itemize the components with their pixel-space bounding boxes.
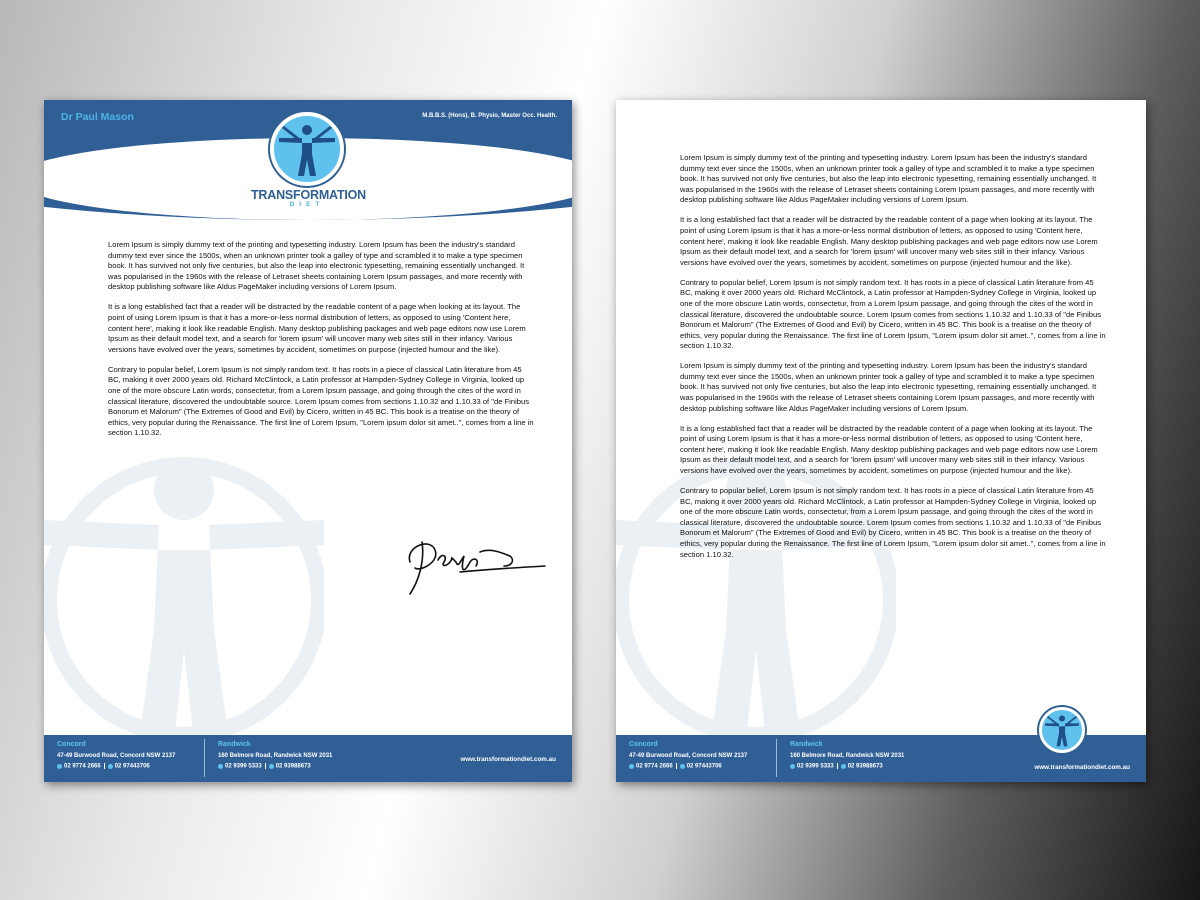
phone-number: 02 9399 5333 (797, 763, 834, 770)
footer-location-randwick (790, 741, 904, 770)
footer (44, 735, 572, 782)
phone-number: 02 9399 5333 (225, 763, 262, 770)
location-address: 160 Belmore Road, Randwick NSW 2031 (218, 753, 333, 759)
phone-number: 02 93988673 (275, 763, 311, 770)
separator (104, 763, 105, 769)
phone-number: 02 97443706 (114, 763, 150, 770)
paragraph: Lorem Ipsum is simply dummy text of the printing and typesetting industry. Lorem Ipsum has been the industry's standard dummy text ever since the 1500s, when an unknown printer took a galley of type and scrambled it to make a type specimen book. It has survived not only five centuries, but also the leap into electronic typesetting, remaining essentially unchanged. It was popularised in the 1960s with the release of Letraset sheets containing Lorem Ipsum passages, and more recently with desktop publishing software like Aldus PageMaker including versions of Lorem Ipsum. (680, 361, 1097, 413)
footer-location-randwick (218, 741, 332, 770)
location-title: Randwick (218, 741, 251, 748)
separator (265, 763, 266, 769)
footer-location-concord (57, 741, 175, 770)
paragraph: It is a long established fact that a reader will be distracted by the readable content of a page when looking at its layout. The point of using Lorem Ipsum is that it has a more-or-less normal distribution of letters, as opposed to using 'Content here, content here', making it look like readable English. Many desktop publishing packages and web page editors now use Lorem Ipsum as their default model text, and a search for 'lorem ipsum' will uncover many web sites still in their infancy. Various versions have evolved over the years, sometimes by accident, sometimes on purpose (injected humour and the like). (108, 302, 526, 354)
location-phones (790, 763, 904, 770)
signature-icon (400, 522, 548, 598)
paragraph: Lorem Ipsum is simply dummy text of the printing and typesetting industry. Lorem Ipsum has been the industry's standard dummy text ever since the 1500s, when an unknown printer took a galley of type and scrambled it to make a type specimen book. It has survived not only five centuries, but also the leap into electronic typesetting, remaining essentially unchanged. It was popularised in the 1960s with the release of Letraset sheets containing Lorem Ipsum passages, and more recently with desktop publishing software like Aldus PageMaker including versions of Lorem Ipsum. (108, 240, 525, 292)
separator (676, 763, 677, 769)
letterhead-page-2 (616, 100, 1146, 782)
footer-divider (204, 739, 205, 777)
website-link[interactable]: www.transformationdiet.com.au (1034, 764, 1130, 771)
paragraph: It is a long established fact that a reader will be distracted by the readable content of a page when looking at its layout. The point of using Lorem Ipsum is that it has a more-or-less normal distribution of letters, as opposed to using 'Content here, content here', making it look like readable English. Many desktop publishing packages and web page editors now use Lorem Ipsum as their default model text, and a search for 'lorem ipsum' will uncover many web sites still in their infancy. Various versions have evolved over the years, sometimes by accident, sometimes on purpose (injected humour and the like). (680, 423, 1098, 475)
vitruvian-man-logo-icon (1039, 707, 1085, 753)
brand-logo (251, 112, 367, 212)
phone-icon (680, 764, 685, 769)
phone-number: 02 9774 2666 (636, 763, 673, 770)
brand-name: TRANSFORMATION (251, 188, 367, 202)
phone-icon (57, 764, 62, 769)
qualifications: M.B.B.S. (Hons), B. Physio, Master Occ. Health. (422, 113, 557, 119)
location-phones (218, 763, 332, 770)
paragraph: Contrary to popular belief, Lorem Ipsum is not simply random text. It has roots in a piece of classical Latin literature from 45 BC, making it over 2000 years old. Richard McClintock, a Latin professor at Hampden-Sydney College in Virginia, looked up one of the more obscure Latin words, consectetur, from a Lorem Ipsum passage, and going through the cites of the word in classical literature, discovered the undoubtable source. Lorem Ipsum comes from sections 1.10.32 and 1.10.33 of "de Finibus Bonorum et Malorum" (The Extremes of Good and Evil) by Cicero, written in 45 BC. This book is a treatise on the theory of ethics, very popular during the Renaissance. The first line of Lorem Ipsum, "Lorem ipsum dolor sit amet..", comes from a line in section 1.10.32. (108, 364, 534, 438)
footer-divider (776, 739, 777, 777)
paragraph: It is a long established fact that a reader will be distracted by the readable content of a page when looking at its layout. The point of using Lorem Ipsum is that it has a more-or-less normal distribution of letters, as opposed to using 'Content here, content here', making it look like readable English. Many desktop publishing packages and web page editors now use Lorem Ipsum as their default model text, and a search for 'lorem ipsum' will uncover many web sites still in their infancy. Various versions have evolved over the years, sometimes by accident, sometimes on purpose (injected humour and the like). (680, 215, 1098, 267)
watermark-figure-icon (44, 430, 324, 740)
phone-number: 02 93988673 (847, 763, 883, 770)
paragraph: Lorem Ipsum is simply dummy text of the printing and typesetting industry. Lorem Ipsum has been the industry's standard dummy text ever since the 1500s, when an unknown printer took a galley of type and scrambled it to make a type specimen book. It has survived not only five centuries, but also the leap into electronic typesetting, remaining essentially unchanged. It was popularised in the 1960s with the release of Letraset sheets containing Lorem Ipsum passages, and more recently with desktop publishing software like Aldus PageMaker including versions of Lorem Ipsum. (680, 153, 1097, 205)
phone-icon (218, 764, 223, 769)
doctor-name: Dr Paul Mason (61, 111, 134, 123)
phone-icon (841, 764, 846, 769)
location-phones (629, 763, 747, 770)
location-title: Concord (629, 741, 658, 748)
location-title: Randwick (790, 741, 823, 748)
separator (837, 763, 838, 769)
location-address: 47-49 Burwood Road, Concord NSW 2137 (57, 753, 176, 759)
phone-number: 02 97443706 (686, 763, 722, 770)
phone-number: 02 9774 2666 (64, 763, 101, 770)
phone-icon (269, 764, 274, 769)
location-address: 160 Belmore Road, Randwick NSW 2031 (790, 753, 905, 759)
location-title: Concord (57, 741, 86, 748)
letter-body (108, 240, 536, 448)
location-address: 47-49 Burwood Road, Concord NSW 2137 (629, 753, 748, 759)
phone-icon (108, 764, 113, 769)
vitruvian-man-logo-icon (270, 112, 344, 186)
paragraph: Contrary to popular belief, Lorem Ipsum is not simply random text. It has roots in a piece of classical Latin literature from 45 BC, making it over 2000 years old. Richard McClintock, a Latin professor at Hampden-Sydney College in Virginia, looked up one of the more obscure Latin words, consectetur, from a Lorem Ipsum passage, and going through the cites of the word in classical literature, discovered the undoubtable source. Lorem Ipsum comes from sections 1.10.32 and 1.10.33 of "de Finibus Bonorum et Malorum" (The Extremes of Good and Evil) by Cicero, written in 45 BC. This book is a treatise on the theory of ethics, very popular during the Renaissance. The first line of Lorem Ipsum, "Lorem ipsum dolor sit amet..", comes from a line in section 1.10.32. (680, 485, 1106, 559)
phone-icon (790, 764, 795, 769)
website-link[interactable]: www.transformationdiet.com.au (460, 756, 556, 763)
location-phones (57, 763, 175, 770)
letter-body (680, 153, 1108, 570)
phone-icon (629, 764, 634, 769)
paragraph: Contrary to popular belief, Lorem Ipsum is not simply random text. It has roots in a piece of classical Latin literature from 45 BC, making it over 2000 years old. Richard McClintock, a Latin professor at Hampden-Sydney College in Virginia, looked up one of the more obscure Latin words, consectetur, from a Lorem Ipsum passage, and going through the cites of the word in classical literature, discovered the undoubtable source. Lorem Ipsum comes from sections 1.10.32 and 1.10.33 of "de Finibus Bonorum et Malorum" (The Extremes of Good and Evil) by Cicero, written in 45 BC. This book is a treatise on the theory of ethics, very popular during the Renaissance. The first line of Lorem Ipsum, "Lorem ipsum dolor sit amet..", comes from a line in section 1.10.32. (680, 277, 1106, 351)
brand-subtitle: DIET (289, 201, 325, 208)
footer (616, 735, 1146, 782)
letterhead-page-1 (44, 100, 572, 782)
footer-location-concord (629, 741, 747, 770)
